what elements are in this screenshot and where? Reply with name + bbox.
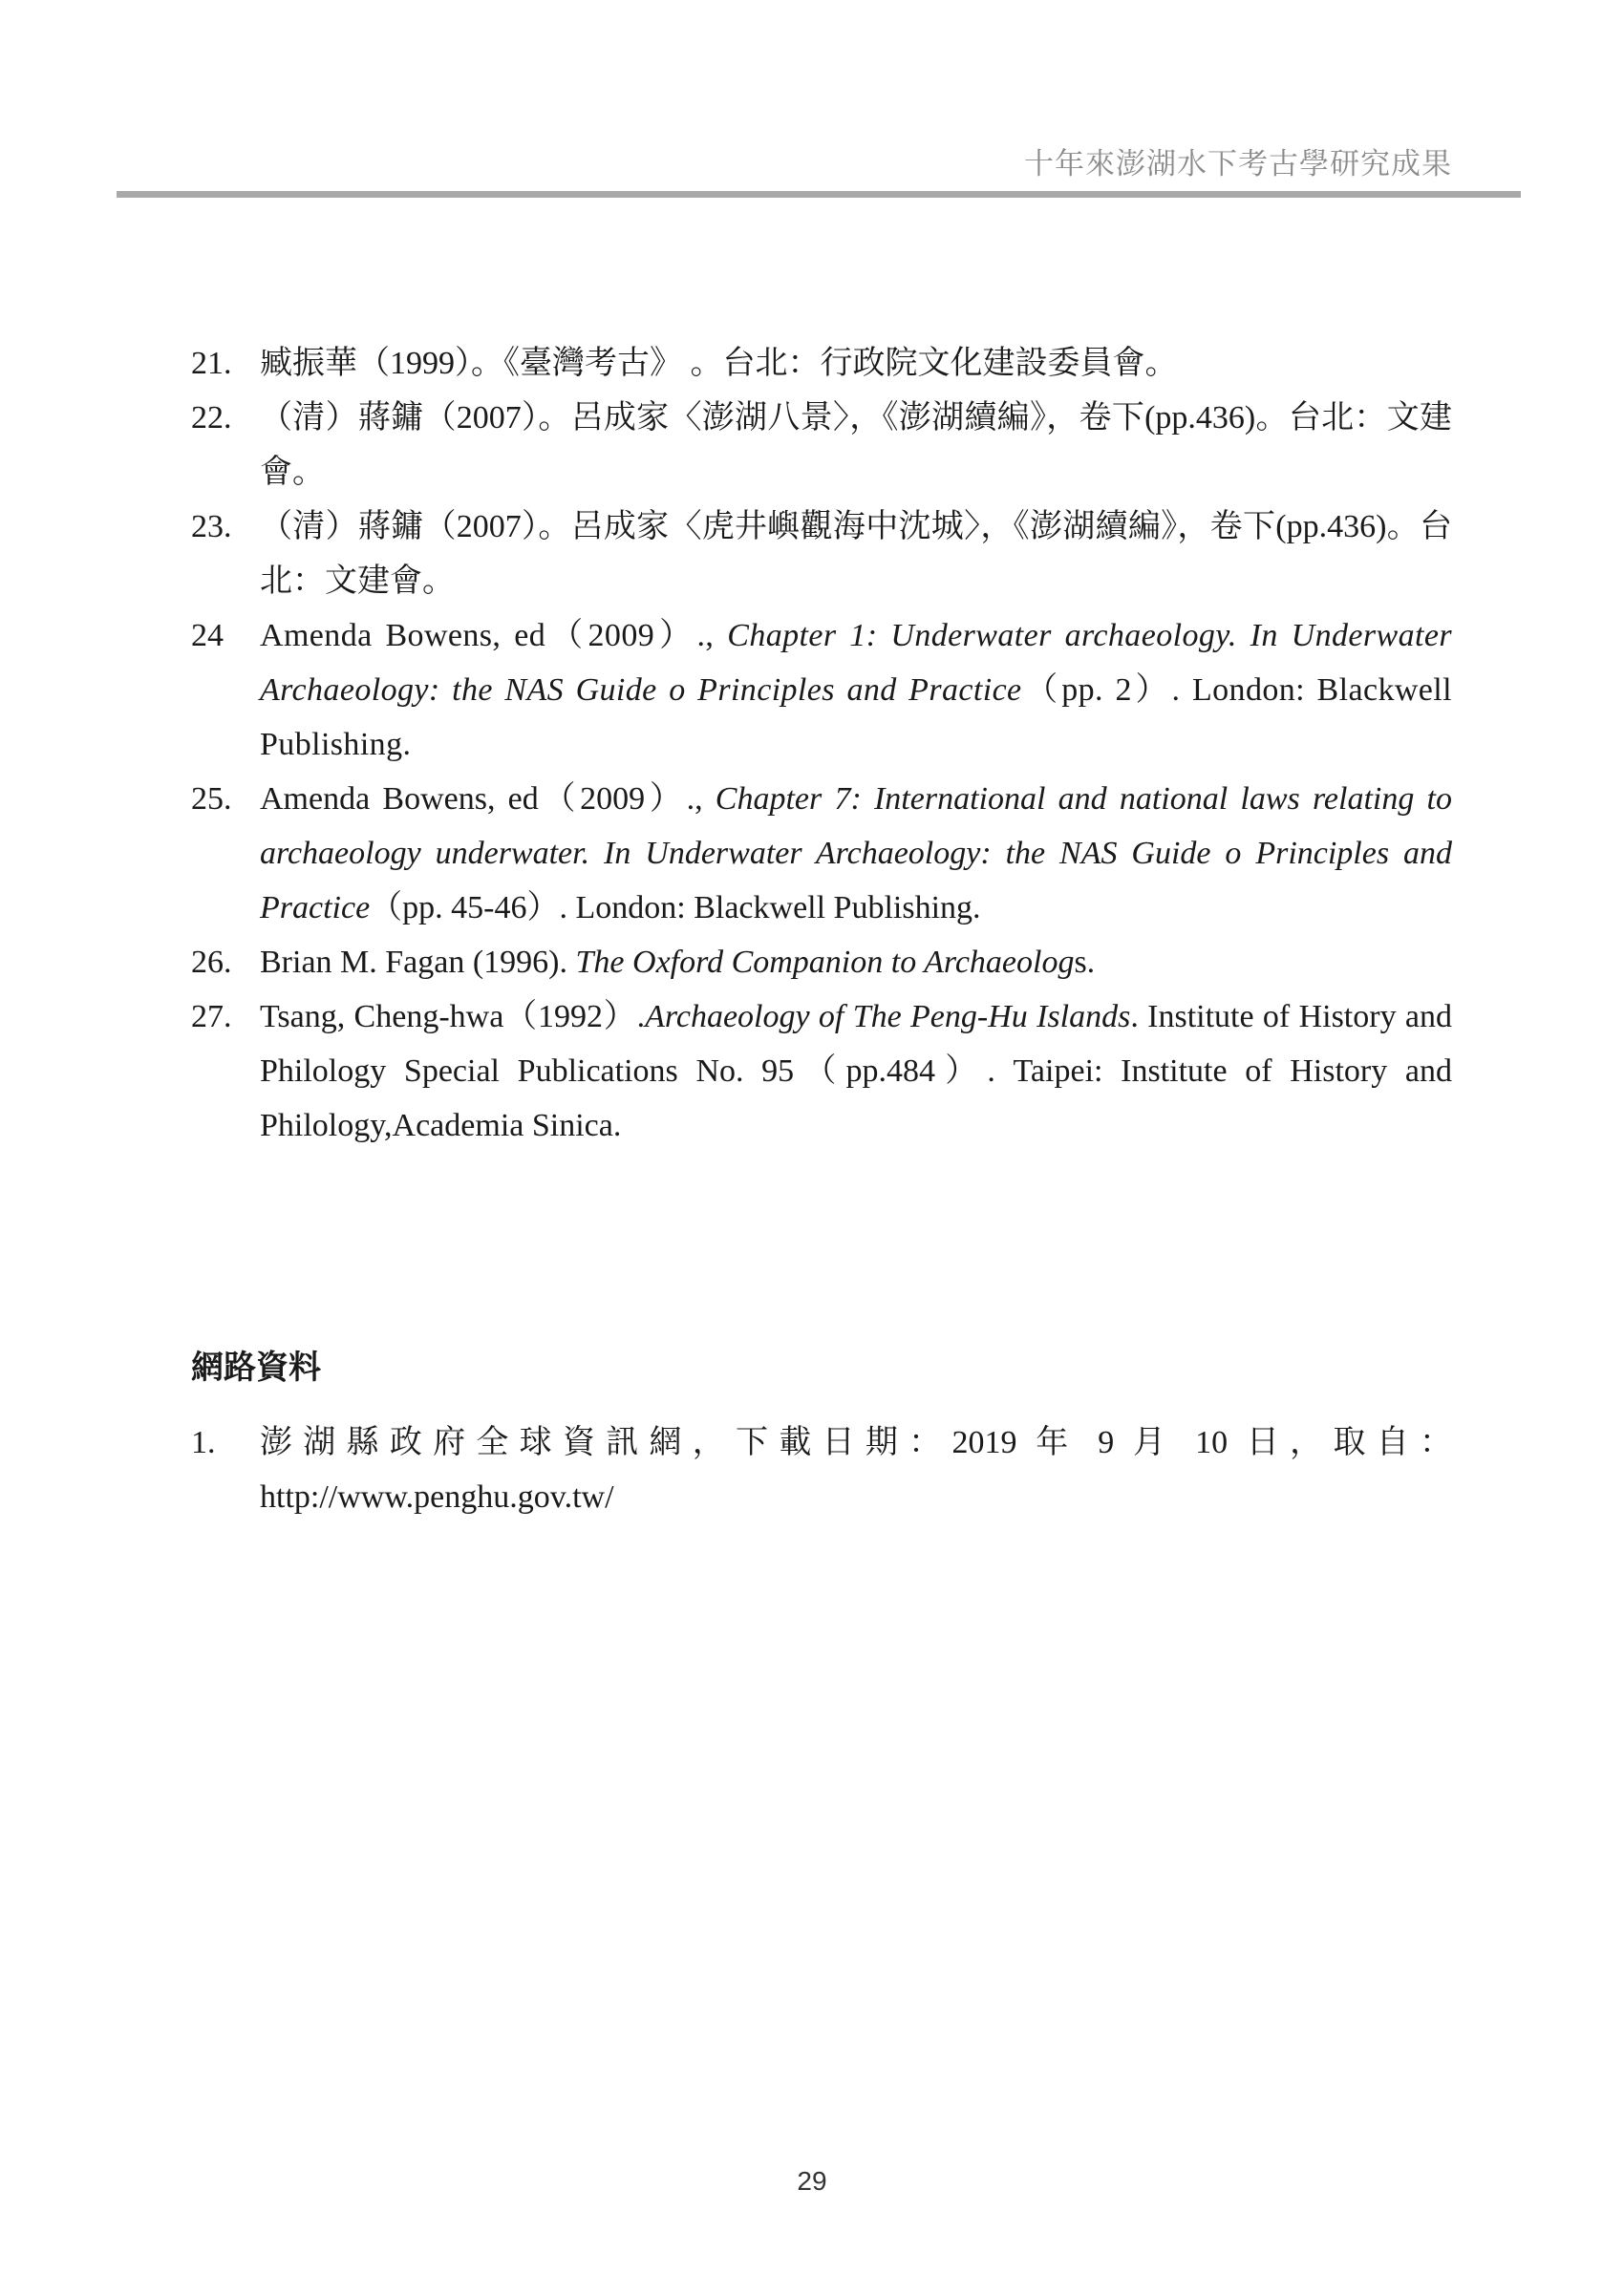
reference-text <box>260 1415 1452 1524</box>
reference-text <box>260 935 1452 989</box>
reference-text-part: Amenda Bowens, ed（2009）., <box>260 618 728 653</box>
reference-item <box>191 935 1452 989</box>
web-section-title: 網路資料 <box>191 1349 321 1387</box>
reference-title-italic: The Oxford Companion to Archaeolog <box>575 945 1075 980</box>
reference-list <box>191 336 1452 1153</box>
reference-title-italic: Chapter 7: International and national laws relating to archaeology underwater. In Underwater Archaeology: the NAS Guide o Principles and Practice <box>260 781 1452 925</box>
reference-item <box>191 772 1452 935</box>
reference-text <box>260 500 1452 608</box>
page-number: 29 <box>797 2166 827 2196</box>
reference-text <box>260 989 1452 1153</box>
reference-text <box>260 772 1452 935</box>
reference-number: 1. <box>191 1425 216 1460</box>
web-reference-list <box>191 1415 1452 1524</box>
reference-title-italic: Archaeology of The Peng-Hu Islands <box>645 999 1131 1034</box>
reference-text-part: Tsang, Cheng-hwa（1992）. <box>260 999 646 1034</box>
reference-text <box>260 391 1452 500</box>
header-divider <box>117 191 1521 198</box>
reference-item <box>191 989 1452 1153</box>
reference-item <box>191 336 1452 391</box>
reference-text-part: （清）蔣鏞（2007）。呂成家〈澎湖八景〉，《澎湖續編》，卷下(pp.436)。台北：文建會。 <box>260 400 1452 490</box>
reference-text <box>260 336 1452 391</box>
reference-text-part: 澎湖縣政府全球資訊網，下載日期：2019 年 9 月 10 日，取自：http://www.penghu.gov.tw/ <box>260 1425 1452 1515</box>
reference-text <box>260 608 1452 772</box>
reference-text-part: Amenda Bowens, ed（2009）., <box>260 781 716 817</box>
reference-item <box>191 608 1452 772</box>
reference-item <box>191 500 1452 608</box>
reference-text-part: 臧振華（1999）。《臺灣考古》 。台北：行政院文化建設委員會。 <box>260 346 1178 381</box>
reference-text-part: （清）蔣鏞（2007）。呂成家〈虎井嶼觀海中沈城〉，《澎湖續編》，卷下(pp.436)。台北：文建會。 <box>260 509 1452 599</box>
reference-text-part: . Institute of History and Philology Special Publications No. 95（pp.484）. Taipei: Institute of History and Philology,Academia Sinica. <box>260 999 1453 1143</box>
reference-number: 27. <box>191 999 232 1034</box>
reference-text-part: （pp. 45-46）. London: Blackwell Publishing. <box>370 890 981 925</box>
running-header: 十年來澎湖水下考古學研究成果 <box>1024 147 1452 181</box>
reference-text-part: Brian M. Fagan (1996). <box>260 945 576 980</box>
reference-text-part: （pp. 2）. London: Blackwell Publishing. <box>260 672 1452 762</box>
reference-text-part: s. <box>1074 945 1096 980</box>
reference-number: 23. <box>191 509 232 544</box>
reference-title-italic: Chapter 1: Underwater archaeology. In Underwater Archaeology: the NAS Guide o Principles and Practice <box>260 618 1453 708</box>
reference-number: 21. <box>191 346 232 381</box>
reference-item <box>191 1415 1452 1524</box>
reference-number: 26. <box>191 945 232 980</box>
reference-number: 25. <box>191 781 232 817</box>
reference-number: 24 <box>191 618 224 653</box>
reference-item <box>191 391 1452 500</box>
reference-number: 22. <box>191 400 232 436</box>
